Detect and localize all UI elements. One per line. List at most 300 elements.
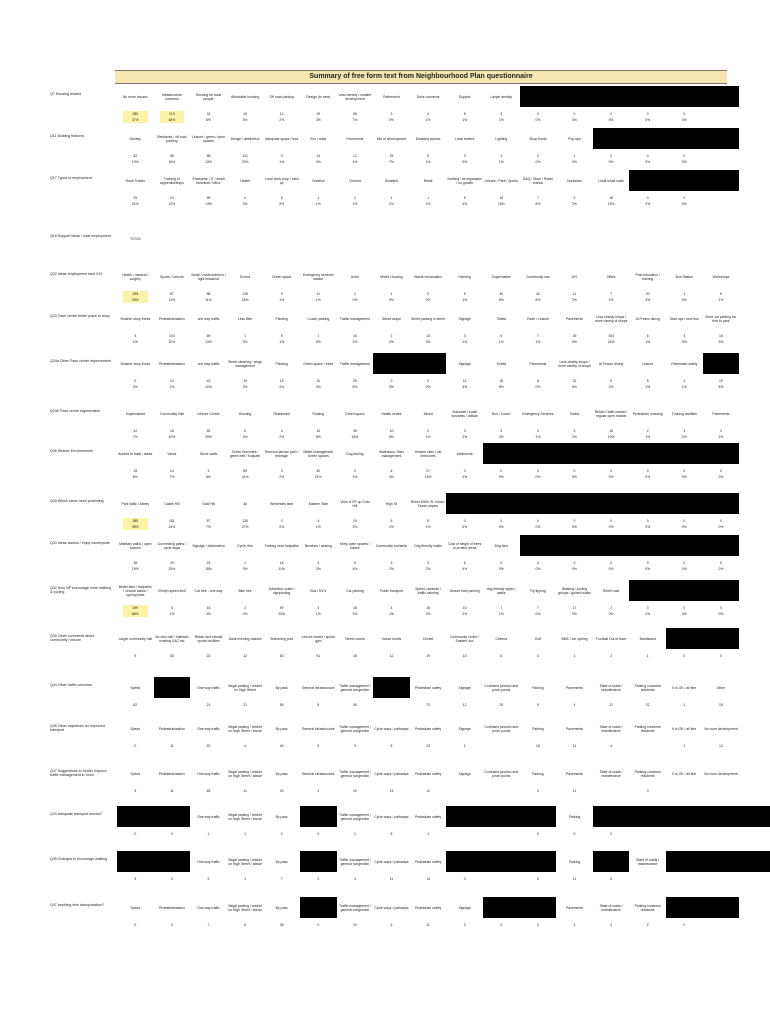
column-header: Parking xyxy=(568,860,581,864)
question-label: Q28 Which views need protecting xyxy=(50,499,104,503)
count-cell: 14 xyxy=(170,469,174,473)
percent-cell: 3% xyxy=(425,340,431,344)
percent-cell: 7% xyxy=(206,525,211,529)
column-header: Tennis courts xyxy=(344,637,365,641)
count-cell: 9 xyxy=(280,292,283,296)
percent-cell: 5% xyxy=(279,202,285,206)
redacted-block xyxy=(483,443,739,464)
count-cell: 6 xyxy=(390,469,393,473)
count-cell: 22 xyxy=(572,379,577,383)
count-cell: 11 xyxy=(243,789,247,793)
count-cell: 6 xyxy=(646,334,649,338)
count-cell: 0 xyxy=(610,154,613,158)
column-header: Connecting paths / cycle ways xyxy=(157,542,187,550)
column-header: DIY xyxy=(571,275,578,279)
column-header: Pavements xyxy=(566,772,583,776)
percent-cell: 0% xyxy=(535,475,541,479)
count-cell: 0 xyxy=(719,519,722,523)
count-cell: 83 xyxy=(279,654,284,658)
count-cell: 0 xyxy=(683,112,686,116)
column-header: Cycle ways / pathways xyxy=(374,815,409,819)
count-cell: 6 xyxy=(719,292,722,296)
count-cell: 0 xyxy=(280,519,283,523)
column-header: Signage xyxy=(458,317,471,321)
column-header: Pavements xyxy=(712,412,730,416)
question-label: Q26 Historic Environments xyxy=(50,449,93,453)
column-header: TO DO xyxy=(129,237,141,241)
percent-cell: 1% xyxy=(608,298,614,302)
question-label: Q18 Support ideas / local employment xyxy=(50,234,111,238)
count-cell: 18 xyxy=(170,429,174,433)
count-cell: 0 xyxy=(683,561,686,565)
count-cell: 1 xyxy=(573,654,576,658)
count-cell: 6 xyxy=(610,877,613,881)
count-cell: 0 xyxy=(610,561,613,565)
percent-cell: 4% xyxy=(352,567,358,571)
column-header: Dog bins xyxy=(494,544,508,548)
percent-cell: 0% xyxy=(535,525,541,529)
count-cell: 2 xyxy=(646,923,649,927)
column-header: BMX / Ice cycling xyxy=(561,637,588,641)
count-cell: 0 xyxy=(134,379,137,383)
percent-cell: 4% xyxy=(462,567,468,571)
percent-cell: 0% xyxy=(498,567,504,571)
column-header: Retain and rebuild sports facilities xyxy=(194,635,223,643)
column-header: Health xyxy=(240,179,250,183)
count-cell: 0 xyxy=(683,654,686,658)
column-header: Green field sites / green belt / footpath xyxy=(230,450,261,458)
percent-cell: 3% xyxy=(315,567,321,571)
percent-cell: 21% xyxy=(314,475,322,479)
column-header: Less charity shops / more variety of shops xyxy=(594,315,628,323)
column-header: Drive concerns xyxy=(416,95,440,99)
count-cell: 16 xyxy=(243,112,247,116)
percent-cell: 0% xyxy=(681,298,687,302)
percent-cell: 1% xyxy=(279,160,285,164)
count-cell: 19 xyxy=(719,379,723,383)
percent-cell: 1% xyxy=(645,340,651,344)
column-header: Illegal parking / restrict on High Street / abuse xyxy=(228,813,263,821)
redacted-block xyxy=(520,535,740,556)
percent-cell: 24% xyxy=(168,525,176,529)
column-header: Signage xyxy=(458,362,471,366)
count-cell: 3 xyxy=(390,561,393,565)
column-header: Relief road xyxy=(602,589,620,593)
column-header: Public transport xyxy=(379,589,404,593)
column-header: Street cleaning / verge management xyxy=(228,360,263,368)
question-label: Q43 Adequate transport service? xyxy=(50,812,103,816)
percent-cell: 11% xyxy=(205,298,212,302)
percent-cell: 6% xyxy=(352,385,358,389)
redacted-block xyxy=(373,353,446,374)
column-header: Cinema xyxy=(349,179,361,183)
redacted-block xyxy=(666,628,739,649)
column-header: Park Walk / Abbey xyxy=(121,502,150,506)
count-cell: 0 xyxy=(646,469,649,473)
percent-cell: 11% xyxy=(168,298,176,302)
count-cell: 3 xyxy=(683,334,686,338)
count-cell: 0 xyxy=(500,469,503,473)
count-cell: 285 xyxy=(132,112,139,116)
column-header: Parking xyxy=(532,727,544,731)
percent-cell: 2% xyxy=(572,435,577,439)
redacted-block xyxy=(593,851,630,872)
percent-cell: 10% xyxy=(205,385,212,389)
column-header: Traffic management / general congestion xyxy=(338,858,371,866)
percent-cell: 1% xyxy=(425,118,431,122)
count-cell: 4 xyxy=(280,429,283,433)
percent-cell: 20% xyxy=(278,612,286,616)
column-header: Eco / solar xyxy=(310,137,327,141)
count-cell: 0 xyxy=(536,923,539,927)
question-label: Q45 Other objectives for improved transport xyxy=(50,724,105,733)
column-header: Pedestrian safety xyxy=(414,686,442,690)
count-cell: 0 xyxy=(536,561,539,565)
column-header: Fly tipping xyxy=(530,589,546,593)
percent-cell: 3% xyxy=(462,385,468,389)
percent-cell: 0% xyxy=(389,118,394,122)
column-header: Pedestrian safety xyxy=(414,906,442,910)
count-cell: 3 xyxy=(463,154,466,158)
percent-cell: 1% xyxy=(462,298,468,302)
percent-cell: 0% xyxy=(718,612,724,616)
percent-cell: 0% xyxy=(608,475,614,479)
percent-cell: 0% xyxy=(535,118,541,122)
count-cell: 0 xyxy=(317,923,320,927)
column-header: Traffic management / general congestion xyxy=(338,904,371,912)
percent-cell: 10% xyxy=(131,160,139,164)
percent-cell: 0% xyxy=(681,567,687,571)
percent-cell: 1% xyxy=(315,202,321,206)
percent-cell: 0% xyxy=(608,118,614,122)
count-cell: 3 xyxy=(536,654,539,658)
count-cell: 1 xyxy=(683,703,686,707)
column-header: Lighting xyxy=(495,137,508,141)
column-header: Training or apprenticeships xyxy=(160,177,184,185)
count-cell: 0 xyxy=(646,154,649,158)
column-header: No more development xyxy=(704,772,738,776)
percent-cell: 8% xyxy=(206,475,211,479)
column-header: Car free - one way xyxy=(194,589,223,593)
column-header: Disabled xyxy=(384,179,399,183)
column-header: Support xyxy=(458,95,471,99)
count-cell: 13 xyxy=(426,334,430,338)
count-cell: 1 xyxy=(207,832,210,836)
column-header: By pass xyxy=(275,815,288,819)
count-cell: 1 xyxy=(317,196,320,200)
count-cell: 1 xyxy=(244,334,247,338)
percent-cell: 1% xyxy=(425,202,431,206)
redacted-block xyxy=(446,493,739,514)
count-cell: 255 xyxy=(132,292,139,296)
column-header: one way traffic xyxy=(197,317,220,321)
column-header: Confused junction and pinch points xyxy=(484,725,519,733)
count-cell: 12 xyxy=(719,744,723,748)
percent-cell: 33% xyxy=(131,298,139,302)
column-header: Housing xyxy=(238,412,252,416)
column-header: Emergency Services xyxy=(522,412,554,416)
count-cell: 4 xyxy=(317,519,320,523)
count-cell: 12 xyxy=(279,112,284,116)
column-header: Signage xyxy=(458,727,471,731)
count-cell: 0 xyxy=(610,469,613,473)
percent-cell: 29% xyxy=(205,435,212,439)
percent-cell: 0% xyxy=(242,567,248,571)
count-cell: 121 xyxy=(242,154,248,158)
count-cell: 0 xyxy=(610,832,613,836)
redacted-block xyxy=(446,851,556,872)
percent-cell: 1% xyxy=(315,525,321,529)
percent-cell: 2% xyxy=(169,385,175,389)
count-cell: 11 xyxy=(426,923,430,927)
percent-cell: 1% xyxy=(389,525,394,529)
count-cell: 12 xyxy=(353,154,357,158)
count-cell: 22 xyxy=(645,703,650,707)
column-header: Pedestrianisation xyxy=(158,362,185,366)
question-label: Q32 How NP encourage more walking & cycling xyxy=(50,586,112,595)
percent-cell: 3% xyxy=(389,475,394,479)
column-header: Adequate space / less xyxy=(265,137,299,141)
count-cell: 0 xyxy=(646,519,649,523)
count-cell: 55 xyxy=(206,196,211,200)
column-header: Street parking in street xyxy=(411,317,446,321)
percent-cell: 0% xyxy=(535,385,541,389)
count-cell: 12 xyxy=(389,654,394,658)
count-cell: 15 xyxy=(279,379,284,383)
count-cell: 21 xyxy=(243,703,247,707)
percent-cell: 1% xyxy=(425,435,431,439)
percent-cell: 0% xyxy=(462,525,468,529)
percent-cell: 1% xyxy=(498,118,504,122)
redacted-block xyxy=(117,806,190,827)
count-cell: 1 xyxy=(317,334,320,338)
column-header: Bike hire xyxy=(238,589,252,593)
column-header: Al Fresco dining xyxy=(635,317,660,321)
column-header: Traffic management / general congestion xyxy=(338,813,371,821)
column-header: Traffic management / general congestion xyxy=(338,770,371,778)
column-header: Less density / smaller development xyxy=(338,93,372,101)
question-label: Q17 Types of employment xyxy=(50,176,92,180)
count-cell: 8 xyxy=(536,379,539,383)
count-cell: 2 xyxy=(536,429,539,433)
percent-cell: 0% xyxy=(572,475,577,479)
count-cell: 5 xyxy=(500,334,503,338)
count-cell: 23 xyxy=(206,561,211,565)
count-cell: 68 xyxy=(206,154,211,158)
count-cell: 3 xyxy=(683,429,686,433)
column-header: Confused junction and pinch points xyxy=(484,684,519,692)
column-header: Views xyxy=(167,452,177,456)
count-cell: 5 xyxy=(427,154,430,158)
count-cell: 9 xyxy=(610,379,613,383)
percent-cell: 0% xyxy=(462,160,468,164)
percent-cell: 7% xyxy=(352,118,358,122)
count-cell: 2 xyxy=(280,832,283,836)
column-header: Density xyxy=(129,137,141,141)
column-header: Breed MAKI St Johns / Duran slopes xyxy=(410,500,446,508)
column-header: Creative xyxy=(311,179,325,183)
percent-cell: 1% xyxy=(718,298,724,302)
percent-cell: 0% xyxy=(572,525,577,529)
column-header: Parking xyxy=(312,412,325,416)
column-header: Secure bike parking xyxy=(449,589,480,593)
percent-cell: 0% xyxy=(572,118,577,122)
column-header: Benches / seating xyxy=(304,544,332,548)
count-cell: 138 xyxy=(242,292,248,296)
percent-cell: 2% xyxy=(279,435,285,439)
column-header: Speed cameras / traffic calming xyxy=(415,587,441,595)
column-header: Retail xyxy=(423,179,433,183)
count-cell: 0 xyxy=(646,196,649,200)
count-cell: 2 xyxy=(463,923,466,927)
count-cell: 2 xyxy=(573,196,576,200)
column-header: Cycle ways / pathways xyxy=(374,727,409,731)
percent-cell: 3% xyxy=(242,118,248,122)
count-cell: 27 xyxy=(426,469,430,473)
count-cell: 17 xyxy=(572,606,577,610)
percent-cell: 0% xyxy=(425,385,431,389)
column-header: No new hall / maintain existing GAC etc xyxy=(155,635,189,643)
column-header: Mix of development xyxy=(376,137,407,141)
column-header: Nothing / as expansion / no growth xyxy=(447,177,482,185)
count-cell: 4 xyxy=(244,744,247,748)
column-header: Traffic management / general congestion xyxy=(338,725,371,733)
percent-cell: 13% xyxy=(205,340,212,344)
column-header: By pass xyxy=(275,727,288,731)
count-cell: 0 xyxy=(683,519,686,523)
count-cell: 0 xyxy=(463,877,466,881)
count-cell: 2 xyxy=(683,744,686,748)
column-header: Cycle ways / pathways xyxy=(374,906,409,910)
percent-cell: 15% xyxy=(607,202,615,206)
count-cell: 46 xyxy=(499,292,504,296)
column-header: Eastern Side xyxy=(308,502,328,506)
percent-cell: 0% xyxy=(498,525,504,529)
column-header: Parking near footpaths xyxy=(264,544,299,548)
column-header: Community use xyxy=(526,275,550,279)
column-header: By pass xyxy=(275,686,288,690)
percent-cell: 1% xyxy=(315,612,321,616)
count-cell: 22 xyxy=(206,654,211,658)
count-cell: 10 xyxy=(316,379,321,383)
column-header: Planting xyxy=(275,317,288,321)
percent-cell: 5% xyxy=(389,435,394,439)
count-cell: 0 xyxy=(573,112,576,116)
percent-cell: 1% xyxy=(279,340,285,344)
count-cell: 89 xyxy=(243,469,247,473)
column-header: General infrastructure xyxy=(301,727,335,731)
percent-cell: 14% xyxy=(424,475,432,479)
percent-cell: 0% xyxy=(242,612,248,616)
column-header: Office xyxy=(606,275,616,279)
percent-cell: 41% xyxy=(241,475,249,479)
percent-cell: 0% xyxy=(535,567,541,571)
column-header: Illegal parking / restrict on High Street / abuse xyxy=(228,770,263,778)
column-header: Design / aesthetics xyxy=(230,137,260,141)
percent-cell: 3% xyxy=(315,385,321,389)
column-header: Better management Green spaces xyxy=(303,450,334,458)
column-header: Larger community hall xyxy=(118,637,152,641)
percent-cell: 1% xyxy=(352,202,358,206)
percent-cell: 1% xyxy=(498,612,504,616)
percent-cell: 0% xyxy=(572,567,577,571)
count-cell: 31 xyxy=(206,112,211,116)
count-cell: 11 xyxy=(572,744,577,748)
percent-cell: 0% xyxy=(608,160,614,164)
column-header: Hotel xyxy=(350,275,359,279)
column-header: Speed xyxy=(130,727,141,731)
count-cell: 36 xyxy=(353,112,357,116)
count-cell: 21 xyxy=(206,703,211,707)
count-cell: 0 xyxy=(646,606,649,610)
percent-cell: 1% xyxy=(462,340,468,344)
count-cell: 10 xyxy=(462,606,467,610)
percent-cell: 1% xyxy=(315,298,321,302)
count-cell: 25 xyxy=(279,923,284,927)
redacted-block xyxy=(593,806,770,827)
percent-cell: 3% xyxy=(425,612,431,616)
redacted-block xyxy=(520,86,740,107)
percent-cell: 7% xyxy=(169,475,175,479)
percent-cell: 0% xyxy=(645,612,651,616)
column-header: Illegal parking / restrict on High Street xyxy=(228,684,263,692)
column-header: Pedestrian safety xyxy=(671,362,698,366)
count-cell: 11 xyxy=(572,789,577,793)
count-cell: 0 xyxy=(573,519,576,523)
column-header: Parking concerns residents xyxy=(634,725,661,733)
count-cell: 12 xyxy=(243,654,247,658)
percent-cell: 12% xyxy=(168,202,176,206)
percent-cell: 13% xyxy=(205,160,212,164)
count-cell: 0 xyxy=(317,877,320,881)
column-header: Leisure / green / open spaces xyxy=(191,135,225,143)
count-cell: 40 xyxy=(279,744,284,748)
count-cell: 3 xyxy=(280,469,283,473)
count-cell: 0 xyxy=(500,519,503,523)
question-label: Q23 Town centre better place to shop xyxy=(50,314,110,318)
column-header: Street scape xyxy=(381,317,401,321)
question-label: Q47 Suggestions to further improve traffic management in Town xyxy=(50,769,107,778)
column-header: Toilets xyxy=(496,362,507,366)
count-cell: 1 xyxy=(573,923,576,927)
count-cell: 385 xyxy=(132,519,139,523)
count-cell: 0 xyxy=(134,923,137,927)
column-header: Parking concerns residents xyxy=(634,770,661,778)
count-cell: 3 xyxy=(683,292,686,296)
redacted-block xyxy=(483,897,556,918)
column-header: 20mph speed limit xyxy=(158,589,186,593)
count-cell: 8 xyxy=(317,703,320,707)
count-cell: 1 xyxy=(573,154,576,158)
count-cell: 52 xyxy=(133,154,138,158)
count-cell: 11 xyxy=(389,877,394,881)
count-cell: 11 xyxy=(462,379,467,383)
column-header: Leisure xyxy=(642,362,654,366)
question-label: Q39 Other comments about community / leisure xyxy=(50,634,95,643)
count-cell: 0 xyxy=(646,112,649,116)
column-header: Speed xyxy=(130,772,141,776)
percent-cell: 1% xyxy=(535,340,541,344)
column-header: Mixed Housing xyxy=(380,275,403,279)
column-header: Toilets xyxy=(569,412,580,416)
count-cell: 2 xyxy=(390,334,393,338)
percent-cell: 0% xyxy=(132,385,138,389)
percent-cell: 24% xyxy=(607,340,615,344)
count-cell: 299 xyxy=(132,606,139,610)
column-header: Pedestrianisation xyxy=(158,772,185,776)
column-header: Cricket xyxy=(422,637,434,641)
percent-cell: 6% xyxy=(535,298,541,302)
